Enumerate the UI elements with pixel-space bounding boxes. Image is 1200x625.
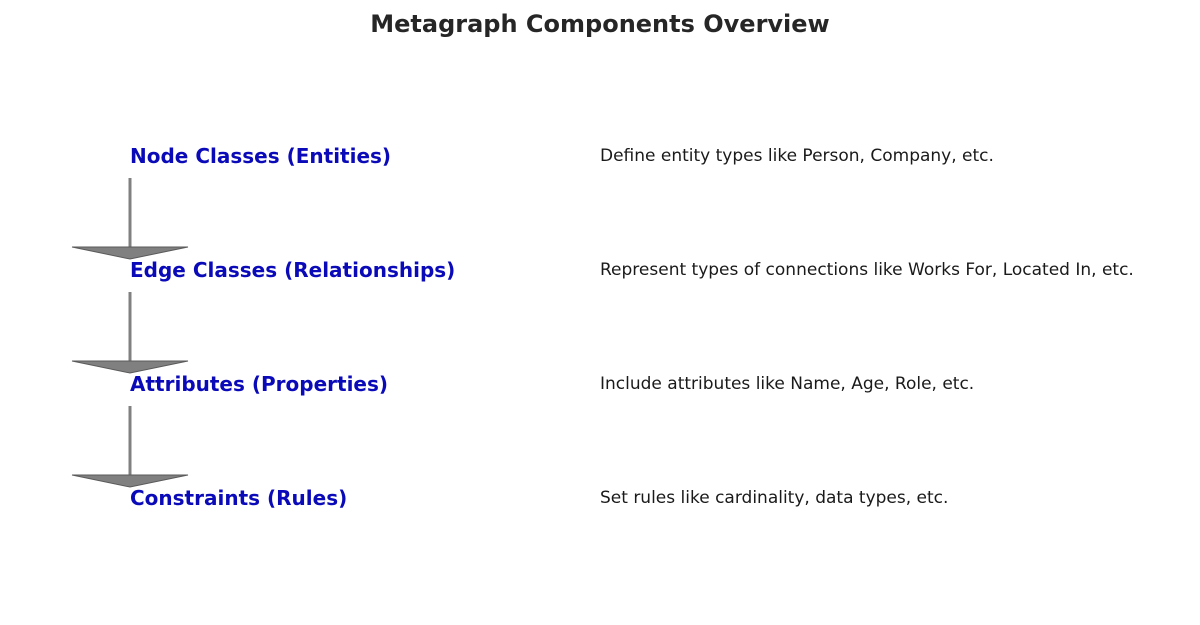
component-description-node-classes: Define entity types like Person, Company, etc. [600, 146, 994, 166]
diagram-title: Metagraph Components Overview [370, 10, 830, 38]
component-description-attributes: Include attributes like Name, Age, Role, etc. [600, 374, 975, 394]
component-name-attributes: Attributes (Properties) [130, 372, 389, 396]
component-description-constraints: Set rules like cardinality, data types, etc. [600, 488, 949, 508]
component-name-constraints: Constraints (Rules) [130, 486, 348, 510]
component-name-edge-classes: Edge Classes (Relationships) [130, 258, 456, 282]
component-description-edge-classes: Represent types of connections like Works For, Located In, etc. [600, 260, 1134, 280]
component-name-node-classes: Node Classes (Entities) [130, 144, 392, 168]
